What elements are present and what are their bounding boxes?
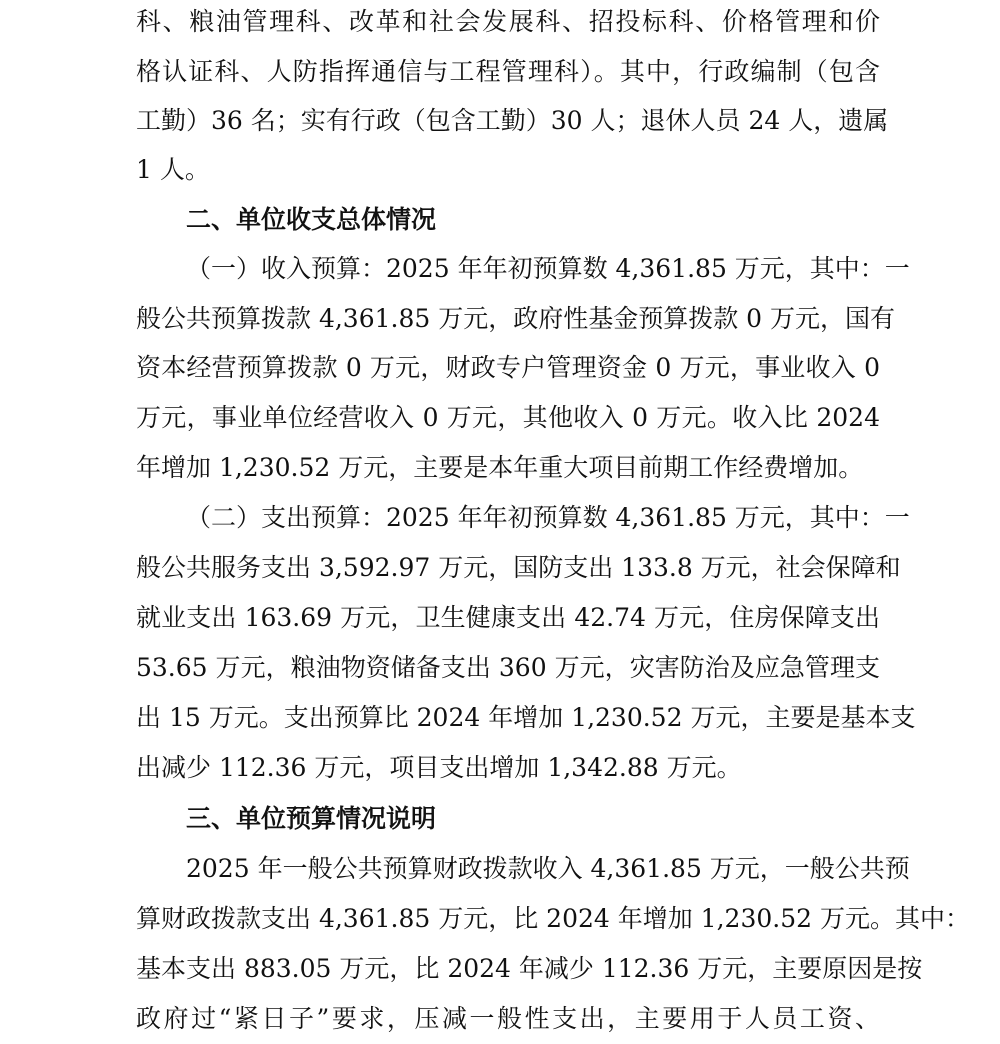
paragraph-line: 资本经营预算拨款 0 万元，财政专户管理资金 0 万元，事业收入 0 (136, 353, 880, 382)
paragraph-line: 53.65 万元，粮油物资储备支出 360 万元，灾害防治及应急管理支 (136, 653, 880, 682)
section-heading-2: 二、单位收支总体情况 (186, 205, 437, 234)
paragraph-line: 般公共预算拨款 4,361.85 万元，政府性基金预算拨款 0 万元，国有 (136, 304, 896, 333)
paragraph-line: 万元，事业单位经营收入 0 万元，其他收入 0 万元。收入比 2024 (136, 403, 880, 432)
paragraph-line: 算财政拨款支出 4,361.85 万元，比 2024 年增加 1,230.52 万元。其中： (136, 904, 970, 933)
paragraph-line: 就业支出 163.69 万元，卫生健康支出 42.74 万元，住房保障支出 (136, 603, 880, 632)
paragraph-line: 基本支出 883.05 万元，比 2024 年减少 112.36 万元，主要原因是按 (136, 954, 923, 983)
paragraph-line: （一）收入预算：2025 年年初预算数 4,361.85 万元，其中：一 (186, 254, 910, 283)
section-heading-3: 三、单位预算情况说明 (186, 804, 437, 833)
paragraph-line: 出 15 万元。支出预算比 2024 年增加 1,230.52 万元，主要是基本支 (136, 703, 916, 732)
paragraph-line: 年增加 1,230.52 万元，主要是本年重大项目前期工作经费增加。 (136, 453, 864, 482)
paragraph-line: 科、粮油管理科、改革和社会发展科、招投标科、价格管理和价 (136, 7, 880, 36)
paragraph-line: 出减少 112.36 万元，项目支出增加 1,342.88 万元。 (136, 753, 742, 782)
paragraph-line: 格认证科、人防指挥通信与工程管理科）。其中，行政编制（包含 (136, 57, 880, 86)
paragraph-line: 2025 年一般公共预算财政拨款收入 4,361.85 万元，一般公共预 (186, 854, 910, 883)
paragraph-line: 政府过“紧日子”要求，压减一般性支出，主要用于人员工资、 (136, 1004, 880, 1033)
paragraph-line: （二）支出预算：2025 年年初预算数 4,361.85 万元，其中：一 (186, 503, 910, 532)
paragraph-line: 工勤）36 名；实有行政（包含工勤）30 人；退休人员 24 人，遗属 (136, 106, 889, 135)
paragraph-line: 般公共服务支出 3,592.97 万元，国防支出 133.8 万元，社会保障和 (136, 553, 901, 582)
paragraph-line: 1 人。 (136, 155, 210, 184)
